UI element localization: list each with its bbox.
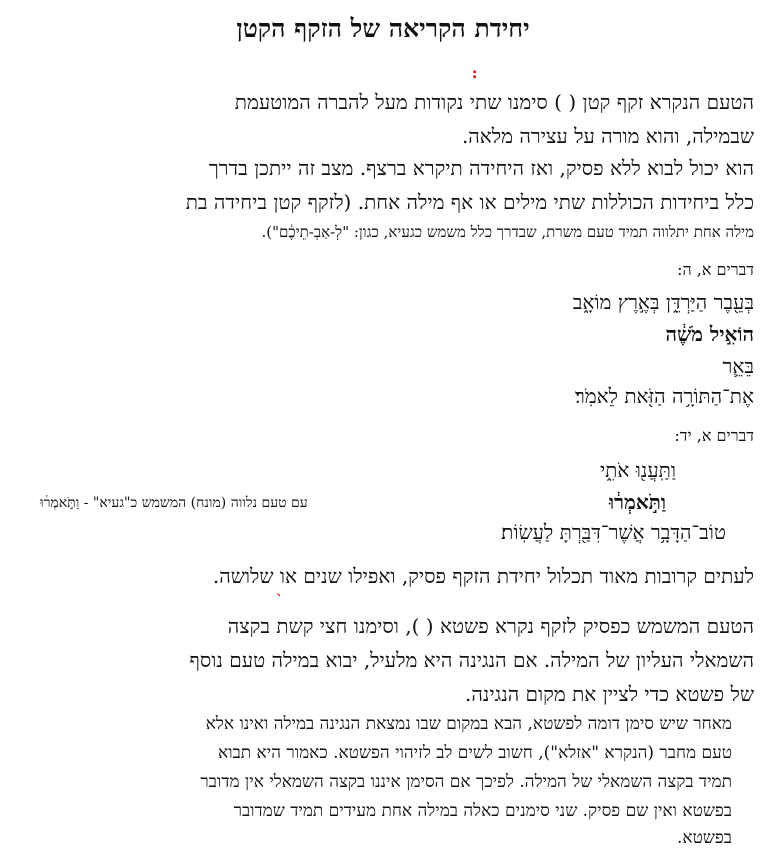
example1-verse2: הוֹאִ֣יל מֹשֶׁ֔ה: [665, 322, 754, 346]
paragraph3-line2: השמאלי העליון של המילה. אם הנגינה היא מלעיל, יבוא במילה טעם נוסף: [189, 648, 754, 672]
paragraph1-line4: כלל ביחידות הכוללות שתי מילים או אף מילה אחת. (לזקף קטן ביחידה בת: [185, 190, 754, 214]
paragraph1-line1: הטעם הנקרא זקף קטן ( ) סימנו שתי נקודות מעל להברה המוטעמת: [234, 90, 754, 114]
zakef-katan-mark-icon: ׃: [472, 66, 478, 82]
example2-verse2: וַתֹּ֣אמְר֔וּ: [609, 490, 666, 514]
example2-verse3: טוֹב־הַדָּבָ֥ר אֲשֶׁר־דִּבַּ֖רְתָּ לַעֲשֽׂוֹת׃: [501, 520, 726, 544]
example1-verse4: אֶת־הַתּוֹרָ֥ה הַזֹּ֖את לֵאמֹֽר׃: [574, 384, 754, 408]
example1-verse1: בְּעֵ֖בֶר הַיַּרְדֵּ֑ן בְּאֶ֣רֶץ מוֹאָ֑ב: [572, 290, 754, 314]
paragraph4-line4: בפשטא ואין שם פסיק. שני סימנים כאלה במילה אחת מעידים תמיד שמדובר: [233, 801, 732, 821]
example2-reference: דברים א, יד:: [674, 426, 754, 445]
paragraph1-line3: הוא יכול לבוא ללא פסיק, ואז היחידה תיקרא ברצף. מצב זה ייתכן בדרך: [208, 156, 754, 180]
paragraph4-line1: מאחר שיש סימן דומה לפשטא, הבא במקום שבו נמצאת הנגינה במילה ואינו אלא: [205, 714, 732, 734]
example2-note: עם טעם נלווה (מונח) המשמש כ"געיא" - וַתֹּ֣אמְר֔וּ: [40, 495, 308, 511]
paragraph4-line2: טעם מחבר (הנקרא "אזלא"), חשוב לשים לב לזיהוי הפשטא. כאמור היא תבוא: [218, 743, 732, 763]
example1-reference: דברים א, ה:: [677, 260, 754, 279]
paragraph4-line5: בפשטא.: [676, 828, 732, 848]
example1-verse3: בֵּאֵ֛ר: [722, 354, 754, 378]
page-title: יחידת הקריאה של הזקף הקטן: [236, 14, 530, 43]
paragraph1-line2: שבמילה, והוא מורה על עצירה מלאה.: [461, 124, 754, 148]
paragraph3-line1: הטעם המשמש כפסיק לזקף נקרא פשטא ( ), וסימנו חצי קשת בקצה: [227, 614, 754, 638]
paragraph1-line5: מילה אחת יתלווה תמיד טעם משרת, שבדרך כלל משמש כגעיא, כגון: "לְ-אַבְ-תֵיכֶ֔ם").: [261, 223, 754, 241]
example2-verse1: וַתַּֽעֲנ֖וּ אֹתִ֑י: [599, 458, 676, 482]
paragraph4-line3: תמיד בקצה השמאלי של המילה. לפיכך אם הסימן איננו בקצה השמאלי אין מדובר: [200, 772, 732, 792]
paragraph2: לעתים קרובות מאוד תכלול יחידת הזקף פסיק, ואפילו שנים או שלושה.: [212, 564, 754, 588]
paragraph3-line3: של פשטא כדי לציין את מקום הנגינה.: [464, 682, 754, 706]
